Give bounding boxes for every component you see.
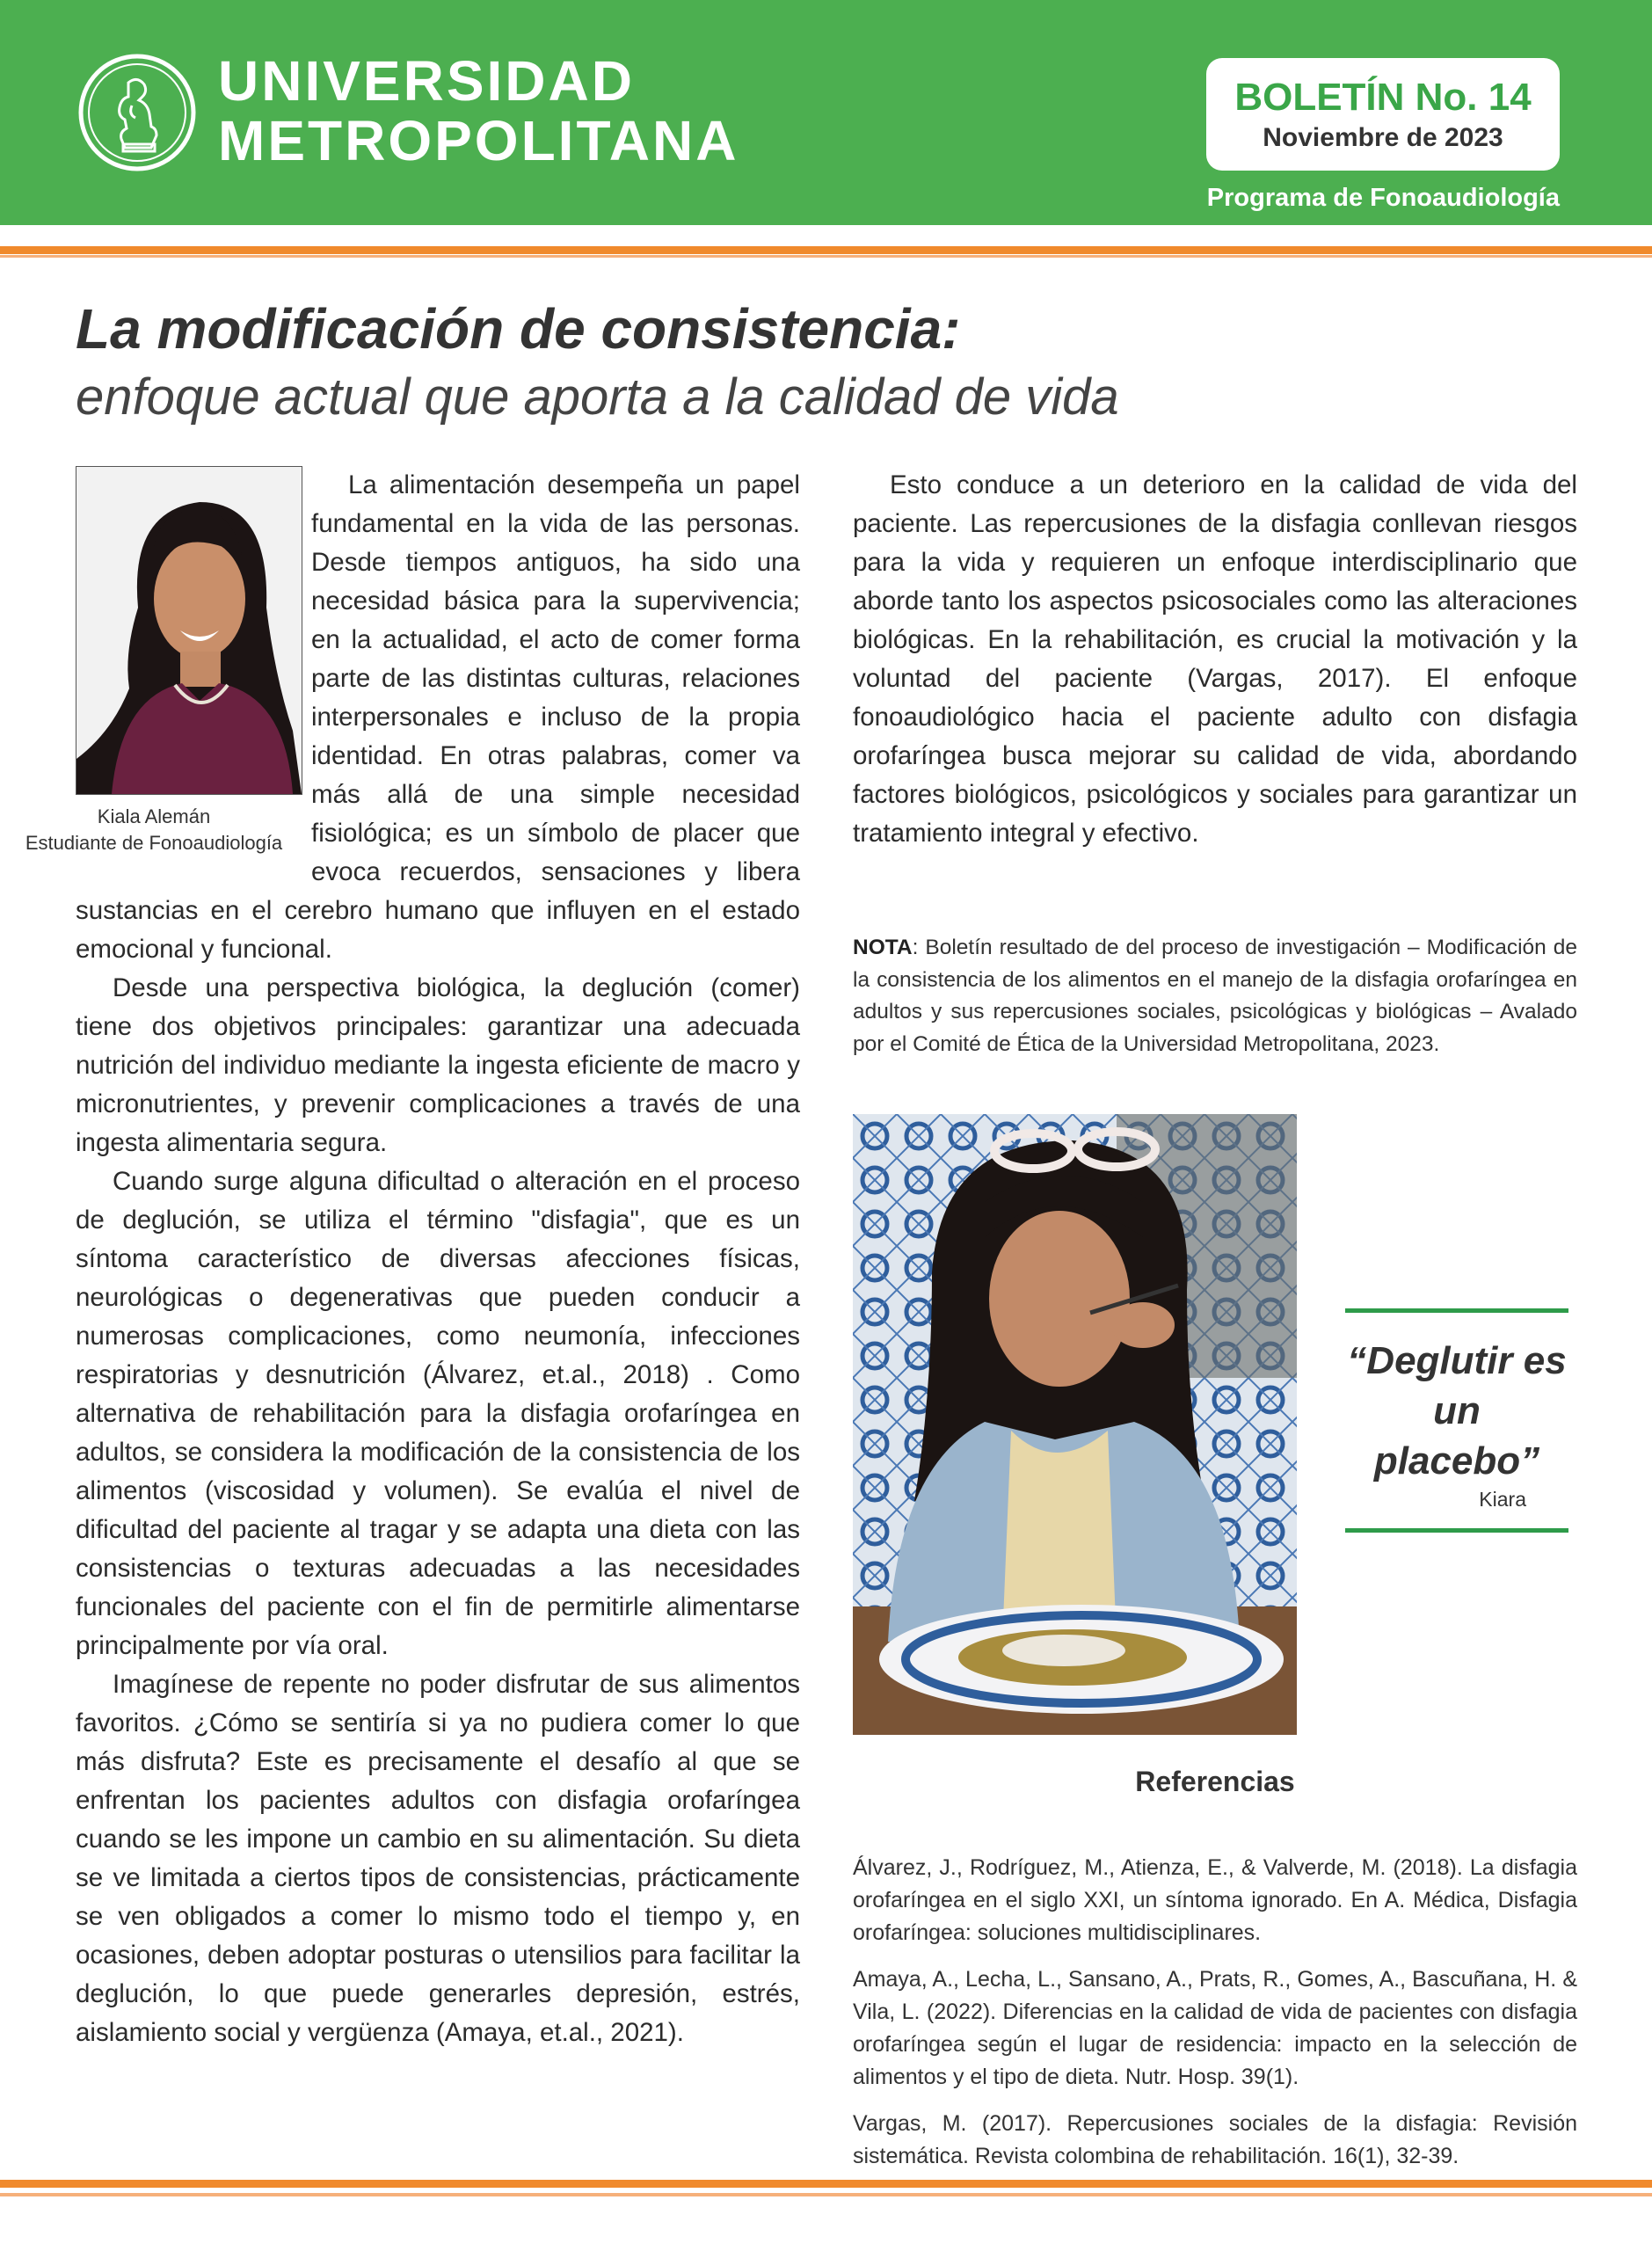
university-name-line2: METROPOLITANA	[218, 109, 739, 172]
right-column	[853, 466, 1577, 853]
author-card	[14, 466, 311, 856]
bulletin-date: Noviembre de 2023	[1263, 123, 1503, 152]
woman-eating-photo	[853, 1114, 1297, 1735]
author-role: Estudiante de Fonoaudiología	[25, 832, 283, 854]
bulletin-badge	[1206, 58, 1560, 171]
note-text: : Boletín resultado de del proceso de investigación – Modificación de la consistencia de los alimentos en el manejo de la disfagia orofaríngea en adultos y sus repercusiones sociales, psicológicas y biológicas – Avalado por el Comité de Ética de la Universidad Metropolitana, 2023.	[853, 936, 1577, 1056]
paragraph-4: Imagínese de repente no poder disfrutar de sus alimentos favoritos. ¿Cómo se sentiría si ya no pudiera comer lo que más disfruta? Este es precisamente el desafío al que se enfrentan los pacientes adultos con disfagia orofaríngea cuando se les impone un cambio en su alimentación. Su dieta se ve limitada a ciertos tipos de consistencias, prácticamente se ven obligados a comer lo mismo todo el tiempo y, en ocasiones, deben adoptar posturas o utensilios para facilitar la deglución, lo que puede generarles depresión, estrés, aislamiento social y vergüenza (Amaya, et.al., 2021).	[76, 1670, 800, 2047]
article-title: La modificación de consistencia:	[76, 297, 961, 361]
author-name: Kiala Alemán	[97, 805, 211, 827]
quote-top-rule	[1345, 1308, 1568, 1313]
bottom-orange-divider	[0, 2180, 1652, 2188]
reference-item: Vargas, M. (2017). Repercusiones sociales de la disfagia: Revisión sistemática. Revista colombina de rehabilitación. 16(1), 32-39.	[853, 2111, 1577, 2168]
left-column	[25, 466, 800, 2052]
header-banner	[0, 0, 1652, 225]
reference-item: Álvarez, J., Rodríguez, M., Atienza, E., & Valverde, M. (2018). La disfagia orofaríngea en el siglo XXI, un síntoma ignorado. En A. Médica, Disfagia orofaríngea: soluciones multidisciplinares.	[853, 1855, 1577, 1945]
university-name	[218, 51, 739, 171]
bottom-orange-divider-thin	[0, 2193, 1652, 2196]
quote-bottom-rule	[1345, 1528, 1568, 1533]
quote-text: “Deglutir es un placebo”	[1347, 1339, 1567, 1482]
paragraph-1: La alimentación desempeña un papel fundamental en la vida de las personas. Desde tiempos antiguos, ha sido una necesidad básica para la supervivencia; en la actualidad, el acto de comer forma parte de las distintas culturas, relaciones interpersonales e incluso de la propia identidad. En otras palabras, comer va más allá de una simple necesidad fisiológica; es un símbolo de placer que evoca recuerdos, sensaciones y libera sustancias en el cerebro humano que influyen en el estado emocional y funcional.	[76, 470, 800, 964]
quote-author: Kiara	[1479, 1488, 1526, 1511]
article-subtitle: enfoque actual que aporta a la calidad de vida	[76, 368, 1119, 426]
university-logo-icon	[77, 53, 197, 172]
header-spacer	[0, 225, 1652, 237]
paragraph-2: Desde una perspectiva biológica, la deglución (comer) tiene dos objetivos principales: garantizar una adecuada nutrición del individuo mediante la ingesta eficiente de macro y micronutrientes, y prevenir complicaciones a través de una ingesta alimentaria segura.	[76, 973, 800, 1157]
program-name: Programa de Fonoaudiología	[1206, 184, 1560, 212]
top-orange-divider-thin	[0, 255, 1652, 258]
reference-item: Amaya, A., Lecha, L., Sansano, A., Prats, R., Gomes, A., Bascuñana, H. & Vila, L. (2022). Diferencias en la calidad de vida de pacientes con disfagia orofaríngea según el lugar de residencia: impacto en la selección de alimentos y el tipo de dieta. Nutr. Hosp. 39(1).	[853, 1967, 1577, 2089]
university-name-line1: UNIVERSIDAD	[218, 49, 635, 113]
author-portrait-image	[76, 466, 302, 795]
paragraph-5: Esto conduce a un deterioro en la calidad de vida del paciente. Las repercusiones de la disfagia conllevan riesgos para la vida y requieren un enfoque interdisciplinario que aborde tanto los aspectos psicosociales como las alteraciones biológicas. En la rehabilitación, es crucial la motivación y la voluntad del paciente (Vargas, 2017). El enfoque fonoaudiológico hacia el paciente adulto con disfagia orofaríngea busca mejorar su calidad de vida, abordando factores biológicos, psicológicos y sociales para garantizar un tratamiento integral y efectivo.	[853, 470, 1577, 848]
paragraph-3: Cuando surge alguna dificultad o alteración en el proceso de deglución, se utiliza el término "disfagia", que es un síntoma característico de diversas afecciones físicas, neurológicas o degenerativas que pueden conducir a numerosas complicaciones, como neumonía, infecciones respiratorias y desnutrición (Álvarez, et.al., 2018) . Como alternativa de rehabilitación para la disfagia orofaríngea en adultos, se considera la modificación de la consistencia de los alimentos (viscosidad y volumen). Se evalúa el nivel de dificultad del paciente al tragar y se adapta una dieta con las consistencias o texturas adecuadas a las necesidades funcionales del paciente con el fin de permitirle alimentarse principalmente por vía oral.	[76, 1167, 800, 1660]
bulletin-number: BOLETÍN No. 14	[1234, 76, 1532, 119]
note-label: NOTA	[853, 936, 913, 959]
pull-quote	[1345, 1308, 1568, 1533]
research-note	[853, 932, 1577, 1060]
references-list	[853, 1852, 1577, 2187]
references-heading: Referencias	[1135, 1766, 1295, 1797]
top-orange-divider	[0, 246, 1652, 254]
